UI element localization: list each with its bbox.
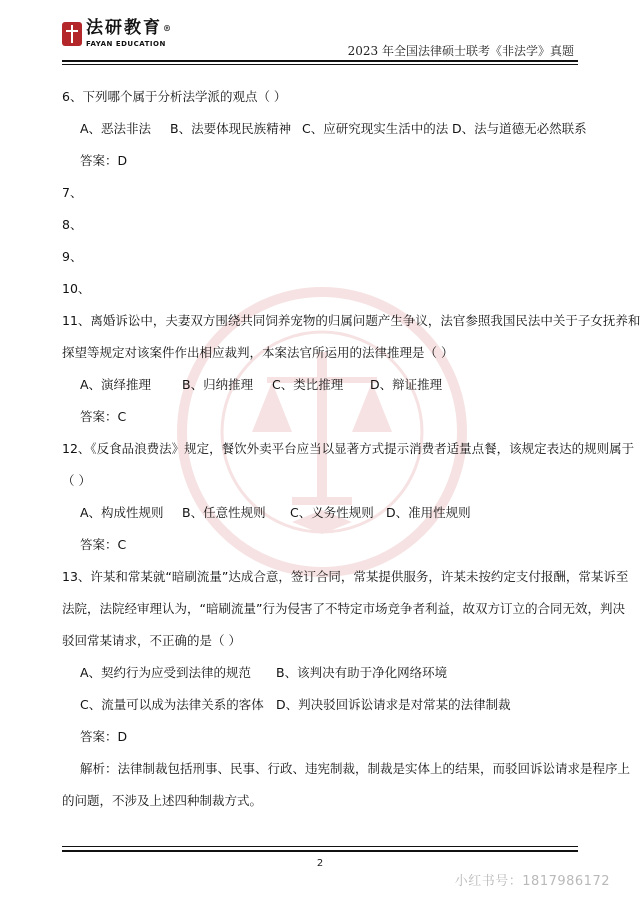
- question-6-answer: 答案：D: [80, 153, 128, 168]
- logo-chinese-text: 法研教育: [86, 18, 162, 38]
- document-title: 2023 年全国法律硕士联考《非法学》真题: [347, 44, 574, 58]
- question-13-option-b: B、该判决有助于净化网络环境: [276, 665, 448, 680]
- question-11-option-b: B、归纳推理: [182, 377, 254, 392]
- footer-rule-thin: [62, 846, 578, 847]
- question-12-option-b: B、任意性规则: [182, 505, 266, 520]
- question-12-stem-line-2: （ ）: [62, 473, 91, 488]
- question-10-stem: 10、: [62, 281, 91, 296]
- question-11-option-d: D、辩证推理: [370, 377, 443, 392]
- question-6-option-d: D、法与道德无必然联系: [452, 121, 587, 136]
- question-12-option-d: D、准用性规则: [386, 505, 471, 520]
- header-rule-thin: [62, 64, 578, 65]
- question-13-analysis-line-2: 的问题，不涉及上述四种制裁方式。: [62, 793, 263, 808]
- question-6-option-a: A、恶法非法: [80, 121, 152, 136]
- footer-rule-thick: [62, 850, 578, 852]
- source-watermark: 小红书号：1817986172: [454, 874, 610, 889]
- question-11-stem-line-1: 11、离婚诉讼中，夫妻双方围绕共同饲养宠物的归属问题产生争议，法官参照我国民法中关于子女抚养和: [62, 313, 640, 328]
- question-12-option-c: C、义务性规则: [290, 505, 374, 520]
- question-13-answer: 答案：D: [80, 729, 128, 744]
- question-11-stem-line-2: 探望等规定对该案件作出相应裁判，本案法官所运用的法律推理是（ ）: [62, 345, 454, 360]
- logo-name: [86, 18, 173, 38]
- question-13-option-a: A、契约行为应受到法律的规范: [80, 665, 252, 680]
- question-13-option-c: C、流量可以成为法律关系的客体: [80, 697, 264, 712]
- question-13-stem-line-3: 驳回常某请求，不正确的是（ ）: [62, 633, 241, 648]
- logo-english-text: FAYAN EDUCATION: [86, 40, 166, 48]
- question-13-stem-line-2: 法院，法院经审理认为，“暗刷流量”行为侵害了不特定市场竞争者利益，故双方订立的合同无效，判决: [62, 601, 625, 616]
- logo-emblem-icon: [62, 22, 82, 46]
- question-11-option-c: C、类比推理: [272, 377, 344, 392]
- question-12-answer: 答案：C: [80, 537, 127, 552]
- registered-mark: ®: [163, 23, 173, 33]
- question-11-answer: 答案：C: [80, 409, 127, 424]
- question-9-stem: 9、: [62, 249, 83, 264]
- question-6-option-c: C、应研究现实生活中的法: [302, 121, 449, 136]
- question-13-analysis-line-1: 解析：法律制裁包括刑事、民事、行政、违宪制裁，制裁是实体上的结果，而驳回诉讼请求是程序上: [80, 761, 631, 776]
- question-12-stem-line-1: 12、《反食品浪费法》规定，餐饮外卖平台应当以显著方式提示消费者适量点餐，该规定表达的规则属于: [62, 441, 635, 456]
- document-header: [0, 0, 640, 62]
- question-7-stem: 7、: [62, 185, 83, 200]
- page-number: 2: [316, 858, 324, 869]
- header-rule-thick: [62, 60, 578, 62]
- question-6-option-b: B、法要体现民族精神: [170, 121, 292, 136]
- question-8-stem: 8、: [62, 217, 83, 232]
- question-13-stem-line-1: 13、许某和常某就“暗刷流量”达成合意，签订合同，常某提供服务，许某未按约定支付报酬，常某诉至: [62, 569, 629, 584]
- question-6-stem: 6、下列哪个属于分析法学派的观点（ ）: [62, 89, 287, 104]
- question-12-option-a: A、构成性规则: [80, 505, 164, 520]
- question-13-option-d: D、判决驳回诉讼请求是对常某的法律制裁: [276, 697, 511, 712]
- question-11-option-a: A、演绎推理: [80, 377, 152, 392]
